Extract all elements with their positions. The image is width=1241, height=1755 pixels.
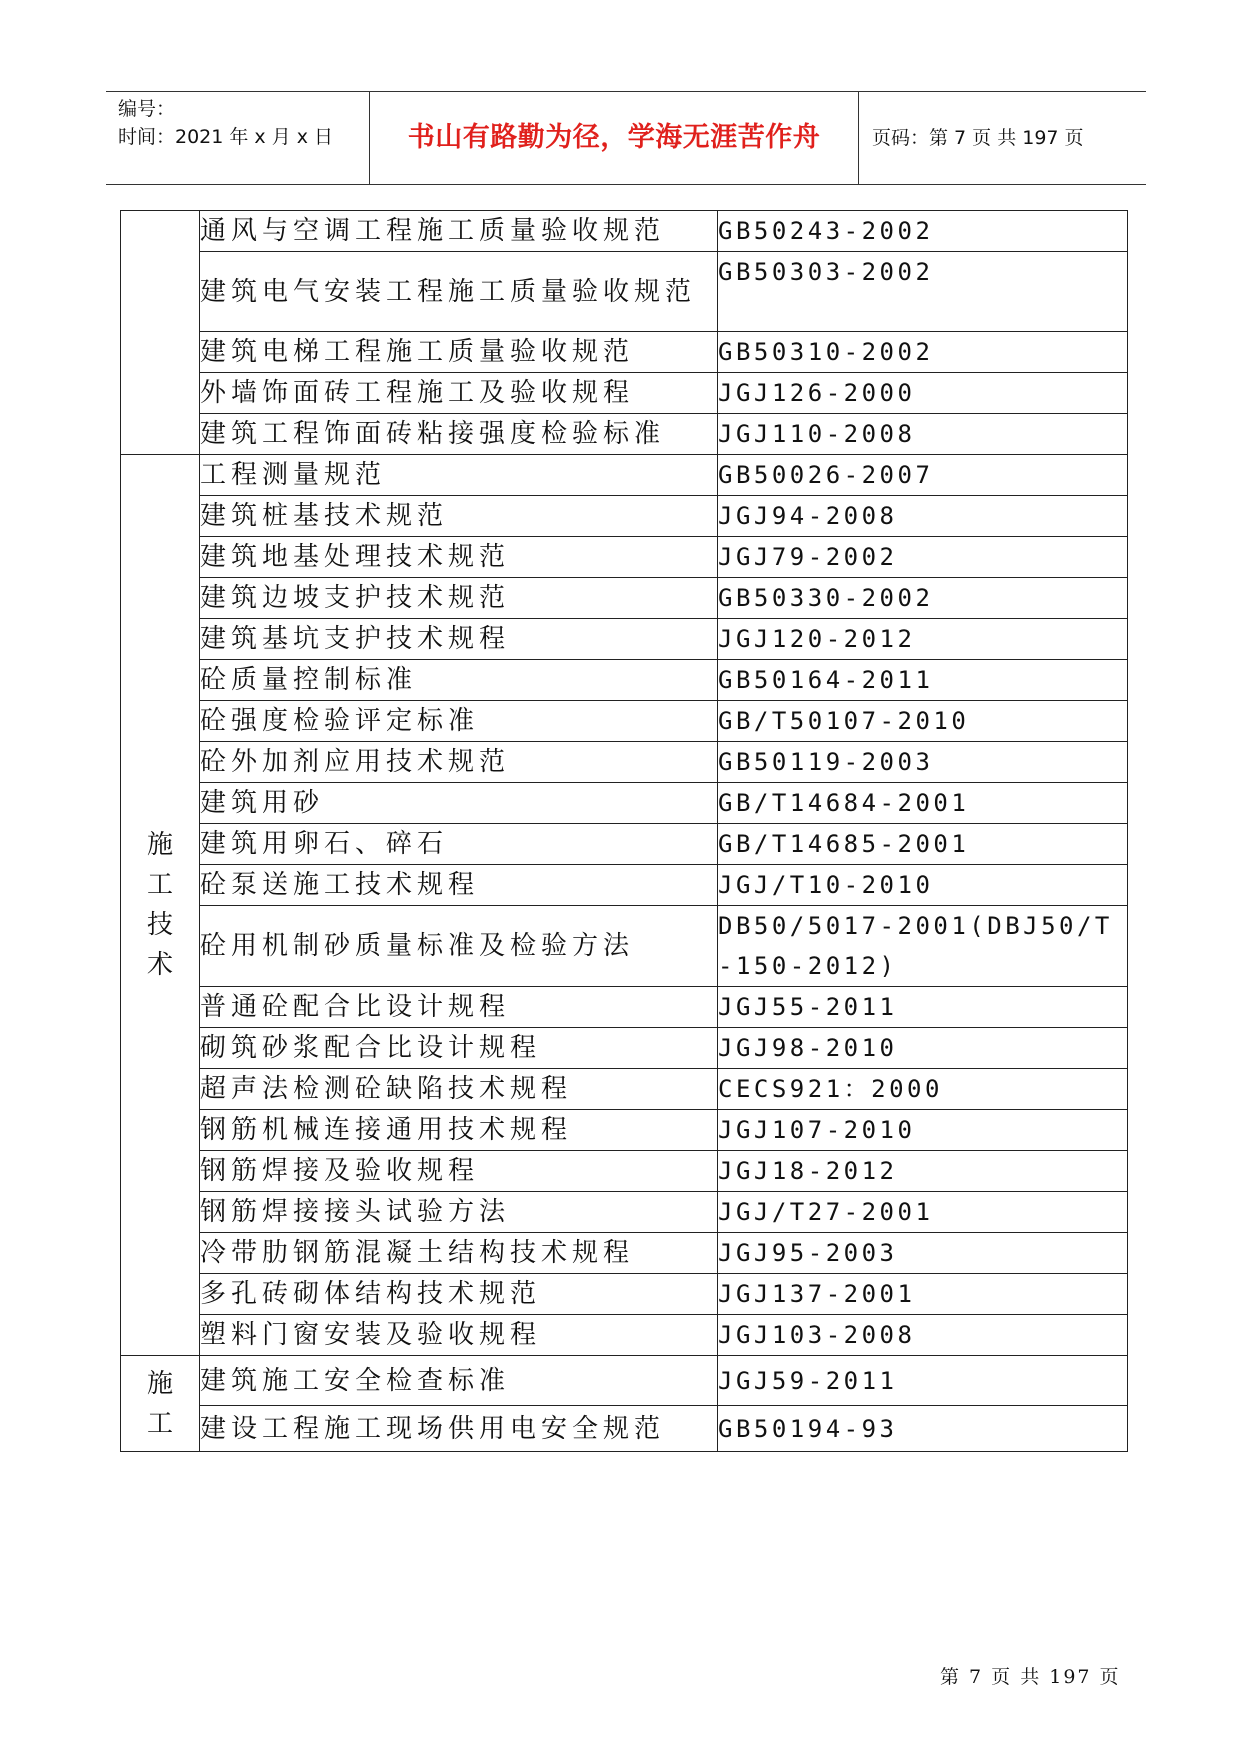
standard-name: 砌筑砂浆配合比设计规程 [200,1028,718,1069]
table-row [121,496,1128,537]
standard-name: 建筑用卵石、碎石 [200,824,718,865]
header-divider [858,92,859,184]
category-char: 技 [146,910,173,940]
category-construction-tech [121,455,200,1356]
standard-code: JGJ/T27-2001 [718,1192,1128,1233]
standard-code: JGJ98-2010 [718,1028,1128,1069]
table-row [121,1110,1128,1151]
table-row [121,1233,1128,1274]
table-row [121,987,1128,1028]
standard-name: 建筑边坡支护技术规范 [200,578,718,619]
standard-code: GB50330-2002 [718,578,1128,619]
standard-name: 建筑施工安全检查标准 [200,1356,718,1406]
table-row [121,373,1128,414]
standard-code: JGJ120-2012 [718,619,1128,660]
standard-name: 工程测量规范 [200,455,718,496]
table-row [121,783,1128,824]
standard-code: JGJ110-2008 [718,414,1128,455]
standard-code: GB50243-2002 [718,211,1128,252]
standard-name: 普通砼配合比设计规程 [200,987,718,1028]
table-row [121,1356,1128,1406]
table-row [121,1274,1128,1315]
standard-code: GB/T50107-2010 [718,701,1128,742]
standard-name: 砼强度检验评定标准 [200,701,718,742]
category-char: 工 [146,1408,173,1439]
standard-name: 外墙饰面砖工程施工及验收规程 [200,373,718,414]
table-row [121,537,1128,578]
standard-name: 建筑基坑支护技术规程 [200,619,718,660]
standard-code: JGJ59-2011 [718,1356,1128,1406]
standard-name: 塑料门窗安装及验收规程 [200,1315,718,1356]
table-row [121,865,1128,906]
standard-code: JGJ126-2000 [718,373,1128,414]
table-row [121,1192,1128,1233]
standard-code: JGJ107-2010 [718,1110,1128,1151]
page-header [106,91,1146,185]
table-row [121,1315,1128,1356]
standard-code: CECS921：2000 [718,1069,1128,1110]
standard-code: GB50026-2007 [718,455,1128,496]
table-row [121,414,1128,455]
standard-name: 砼用机制砂质量标准及检验方法 [200,906,718,987]
standard-code: GB/T14684-2001 [718,783,1128,824]
standard-code: GB50119-2003 [718,742,1128,783]
category-construction-safety [121,1356,200,1452]
standard-name: 多孔砖砌体结构技术规范 [200,1274,718,1315]
standard-code: JGJ137-2001 [718,1274,1128,1315]
standard-code: GB/T14685-2001 [718,824,1128,865]
table-row [121,742,1128,783]
table-row [121,1151,1128,1192]
standard-name: 建设工程施工现场供用电安全规范 [200,1406,718,1452]
standard-code: GB50310-2002 [718,332,1128,373]
header-motto: 书山有路勤为径，学海无涯苦作舟 [407,122,821,153]
standard-code: JGJ/T10-2010 [718,865,1128,906]
table-row [121,906,1128,987]
table-row [121,211,1128,252]
standard-name: 建筑地基处理技术规范 [200,537,718,578]
standard-code: JGJ55-2011 [718,987,1128,1028]
standard-code: JGJ18-2012 [718,1151,1128,1192]
standard-name: 砼外加剂应用技术规范 [200,742,718,783]
header-meta [118,92,368,184]
page-footer: 第 7 页 共 197 页 [940,1666,1121,1688]
table-row [121,578,1128,619]
table-row [121,332,1128,373]
standard-code: DB50/5017-2001(DBJ50/T-150-2012) [718,906,1128,987]
standard-name: 建筑用砂 [200,783,718,824]
standard-code: JGJ94-2008 [718,496,1128,537]
standard-name: 砼泵送施工技术规程 [200,865,718,906]
table-row [121,252,1128,332]
table-row [121,824,1128,865]
standard-name: 冷带肋钢筋混凝土结构技术规程 [200,1233,718,1274]
standard-name: 建筑桩基技术规范 [200,496,718,537]
table-row [121,1028,1128,1069]
category-char: 工 [146,870,173,900]
standard-code: GB50164-2011 [718,660,1128,701]
category-char: 施 [146,830,173,860]
standard-name: 砼质量控制标准 [200,660,718,701]
category-cell [121,211,200,455]
standard-name: 通风与空调工程施工质量验收规范 [200,211,718,252]
standard-name: 建筑电气安装工程施工质量验收规范 [200,252,718,332]
standards-table [120,210,1128,1452]
time-label: 时间：2021 年 x 月 x 日 [118,126,334,148]
table-row [121,1406,1128,1452]
standard-code: JGJ95-2003 [718,1233,1128,1274]
standard-name: 超声法检测砼缺陷技术规程 [200,1069,718,1110]
number-label: 编号： [118,98,176,120]
standard-code: GB50303-2002 [718,252,1128,332]
standard-name: 钢筋焊接接头试验方法 [200,1192,718,1233]
standard-code: GB50194-93 [718,1406,1128,1452]
table-row [121,660,1128,701]
standard-name: 钢筋机械连接通用技术规程 [200,1110,718,1151]
header-page-label: 页码：第 7 页 共 197 页 [872,127,1084,149]
category-char: 术 [146,950,173,980]
standard-code: JGJ103-2008 [718,1315,1128,1356]
standard-name: 建筑电梯工程施工质量验收规范 [200,332,718,373]
standard-name: 建筑工程饰面砖粘接强度检验标准 [200,414,718,455]
table-row [121,455,1128,496]
category-char: 施 [146,1368,173,1399]
standard-code: JGJ79-2002 [718,537,1128,578]
table-row [121,701,1128,742]
table-row [121,1069,1128,1110]
standard-name: 钢筋焊接及验收规程 [200,1151,718,1192]
table-row [121,619,1128,660]
